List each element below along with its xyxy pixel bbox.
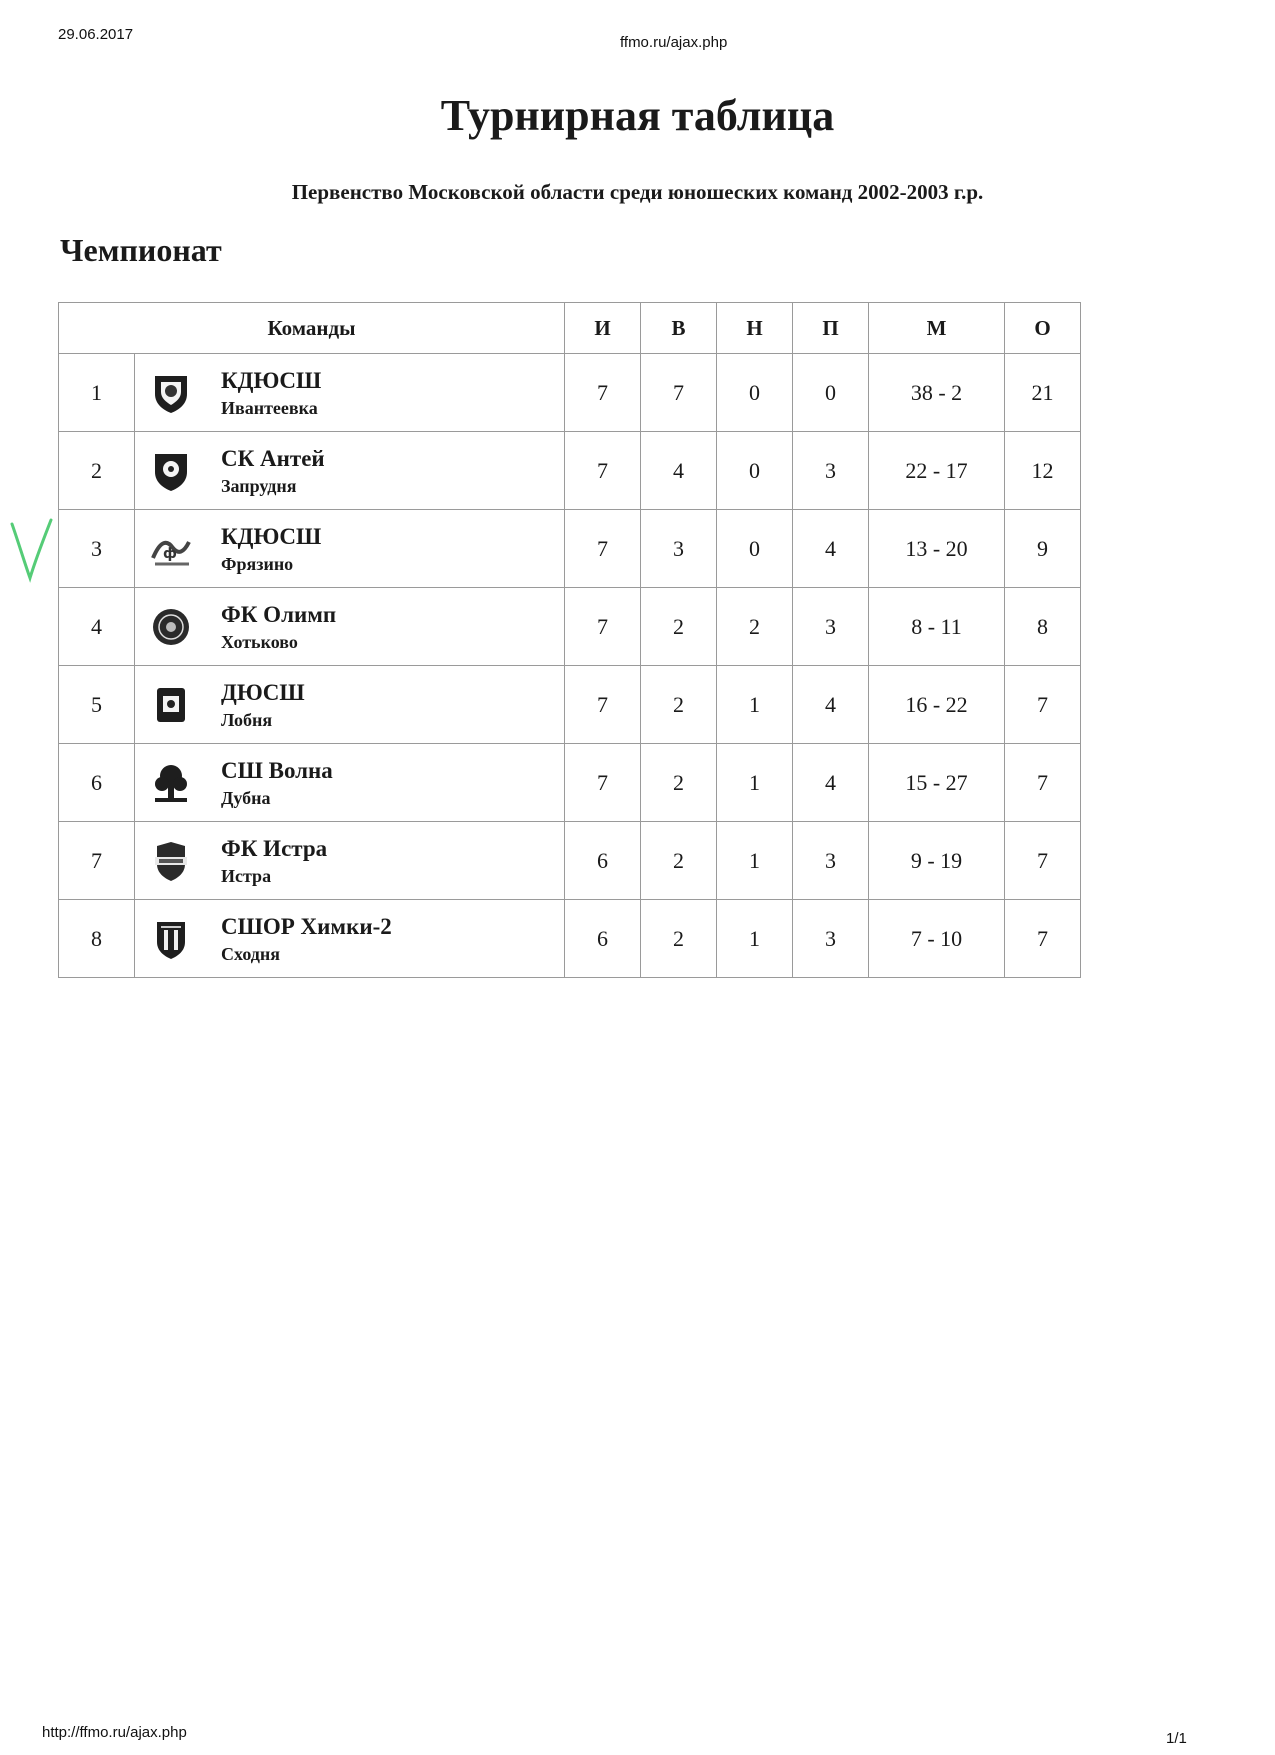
drawn-cell: 0	[717, 510, 793, 588]
team-city: Фрязино	[221, 553, 294, 574]
team-city: Сходня	[221, 943, 281, 964]
position-cell: 7	[59, 822, 135, 900]
lost-cell: 3	[793, 432, 869, 510]
page-number: 1/1	[1166, 1730, 1187, 1747]
team-name: ФК Истра	[221, 835, 328, 861]
team-name: ДЮСШ	[221, 679, 305, 705]
team-name: СШ Волна	[221, 757, 333, 783]
goals-cell: 15 - 27	[869, 744, 1005, 822]
points-cell: 7	[1005, 744, 1081, 822]
table-header-row	[59, 303, 1081, 354]
print-date: 29.06.2017	[58, 26, 134, 43]
goals-cell: 8 - 11	[869, 588, 1005, 666]
position-cell: 8	[59, 900, 135, 978]
header-goals: М	[869, 303, 1005, 354]
team-logo-icon	[151, 450, 191, 492]
points-cell: 7	[1005, 900, 1081, 978]
table-row	[59, 900, 1081, 978]
played-cell: 6	[565, 900, 641, 978]
team-cell	[135, 588, 565, 666]
table-row	[59, 822, 1081, 900]
position-cell: 2	[59, 432, 135, 510]
goals-cell: 16 - 22	[869, 666, 1005, 744]
won-cell: 2	[641, 744, 717, 822]
won-cell: 2	[641, 666, 717, 744]
team-name: СШОР Химки-2	[221, 913, 392, 939]
lost-cell: 3	[793, 822, 869, 900]
header-drawn: Н	[717, 303, 793, 354]
page-subtitle: Первенство Московской области среди юношеских команд 2002-2003 г.р.	[291, 180, 984, 204]
header-played: И	[565, 303, 641, 354]
header-won: В	[641, 303, 717, 354]
team-cell	[135, 744, 565, 822]
played-cell: 7	[565, 432, 641, 510]
position-cell: 6	[59, 744, 135, 822]
position-cell: 5	[59, 666, 135, 744]
team-name: КДЮСШ	[221, 367, 322, 393]
played-cell: 7	[565, 666, 641, 744]
team-cell	[135, 432, 565, 510]
print-footer-url: http://ffmo.ru/ajax.php	[42, 1724, 187, 1741]
played-cell: 7	[565, 588, 641, 666]
table-row	[59, 744, 1081, 822]
standings-table	[58, 302, 1081, 978]
team-logo-icon	[151, 918, 191, 960]
team-name: ФК Олимп	[221, 601, 337, 627]
print-header-url: ffmo.ru/ajax.php	[620, 34, 728, 51]
team-logo-icon	[151, 684, 191, 726]
check-mark-icon	[8, 516, 54, 586]
points-cell: 9	[1005, 510, 1081, 588]
header-points: О	[1005, 303, 1081, 354]
section-heading: Чемпионат	[60, 232, 222, 268]
table-row	[59, 432, 1081, 510]
lost-cell: 3	[793, 900, 869, 978]
team-city: Дубна	[221, 787, 271, 808]
goals-cell: 7 - 10	[869, 900, 1005, 978]
lost-cell: 0	[793, 354, 869, 432]
lost-cell: 4	[793, 510, 869, 588]
drawn-cell: 1	[717, 822, 793, 900]
table-row	[59, 354, 1081, 432]
points-cell: 7	[1005, 666, 1081, 744]
won-cell: 2	[641, 900, 717, 978]
team-city: Ивантеевка	[221, 397, 318, 418]
played-cell: 7	[565, 744, 641, 822]
drawn-cell: 0	[717, 432, 793, 510]
position-cell: 1	[59, 354, 135, 432]
points-cell: 8	[1005, 588, 1081, 666]
won-cell: 4	[641, 432, 717, 510]
svg-text:ф: ф	[163, 545, 177, 562]
drawn-cell: 1	[717, 744, 793, 822]
header-lost: П	[793, 303, 869, 354]
team-logo-icon	[151, 840, 191, 882]
team-name: КДЮСШ	[221, 523, 322, 549]
lost-cell: 4	[793, 666, 869, 744]
won-cell: 2	[641, 822, 717, 900]
goals-cell: 22 - 17	[869, 432, 1005, 510]
won-cell: 2	[641, 588, 717, 666]
table-row	[59, 666, 1081, 744]
table-row	[59, 588, 1081, 666]
position-cell: 4	[59, 588, 135, 666]
lost-cell: 4	[793, 744, 869, 822]
points-cell: 12	[1005, 432, 1081, 510]
drawn-cell: 1	[717, 900, 793, 978]
team-logo-icon	[151, 606, 191, 648]
goals-cell: 13 - 20	[869, 510, 1005, 588]
team-cell	[135, 900, 565, 978]
team-logo-icon	[151, 762, 191, 804]
goals-cell: 9 - 19	[869, 822, 1005, 900]
goals-cell: 38 - 2	[869, 354, 1005, 432]
team-cell	[135, 510, 565, 588]
team-city: Запрудня	[221, 475, 297, 496]
played-cell: 7	[565, 510, 641, 588]
team-name: СК Антей	[221, 445, 325, 471]
points-cell: 7	[1005, 822, 1081, 900]
team-city: Истра	[221, 865, 272, 886]
drawn-cell: 1	[717, 666, 793, 744]
page-title: Турнирная таблица	[440, 91, 835, 140]
team-city: Хотьково	[221, 631, 298, 652]
team-cell	[135, 822, 565, 900]
drawn-cell: 2	[717, 588, 793, 666]
points-cell: 21	[1005, 354, 1081, 432]
header-teams: Команды	[59, 303, 565, 354]
won-cell: 3	[641, 510, 717, 588]
won-cell: 7	[641, 354, 717, 432]
team-logo-icon	[151, 528, 191, 570]
team-logo-icon	[151, 372, 191, 414]
played-cell: 6	[565, 822, 641, 900]
played-cell: 7	[565, 354, 641, 432]
lost-cell: 3	[793, 588, 869, 666]
team-cell	[135, 354, 565, 432]
position-cell: 3	[59, 510, 135, 588]
table-row	[59, 510, 1081, 588]
team-cell	[135, 666, 565, 744]
team-city: Лобня	[221, 709, 273, 730]
drawn-cell: 0	[717, 354, 793, 432]
